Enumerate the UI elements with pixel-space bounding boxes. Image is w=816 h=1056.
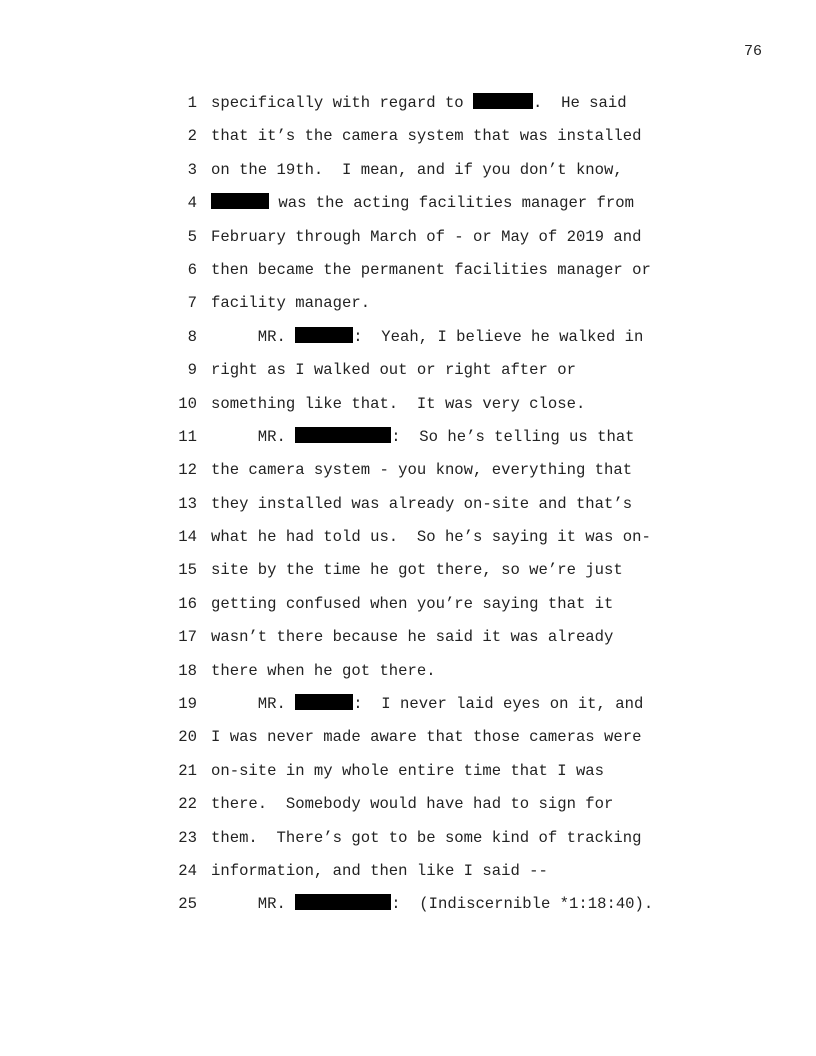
transcript-line	[0, 224, 816, 257]
transcript-line	[0, 791, 816, 824]
redaction-box	[473, 93, 533, 109]
redaction-box	[211, 193, 269, 209]
transcript-body	[0, 90, 816, 925]
text-segment: on the 19th. I mean, and if you don’t know,	[211, 160, 623, 179]
transcript-line	[0, 290, 816, 323]
line-number: 1	[187, 94, 197, 112]
transcript-line	[0, 491, 816, 524]
text-segment: February through March of - or May of 2019 and	[211, 227, 642, 246]
text-segment: facility manager.	[211, 294, 371, 313]
text-segment: : So he’s telling us that	[391, 427, 635, 446]
line-number: 5	[187, 227, 197, 246]
line-text	[211, 691, 643, 718]
line-number: 20	[178, 728, 197, 747]
redaction-box	[295, 894, 391, 910]
transcript-line	[0, 457, 816, 490]
line-text	[211, 825, 641, 852]
text-segment: they installed was already on-site and that’s	[211, 494, 633, 513]
line-text	[211, 357, 576, 384]
line-number: 21	[178, 761, 197, 780]
line-text	[211, 591, 613, 618]
redaction-box	[295, 427, 391, 443]
line-number: 25	[178, 895, 197, 914]
transcript-line	[0, 724, 816, 757]
redaction-box	[295, 694, 353, 710]
text-segment: on-site in my whole entire time that I was	[211, 761, 605, 780]
text-segment: information, and then like I said --	[211, 861, 548, 880]
transcript-line	[0, 424, 816, 457]
text-segment: something like that. It was very close.	[211, 394, 586, 413]
line-number: 18	[178, 661, 197, 680]
text-segment: right as I walked out or right after or	[211, 361, 576, 380]
text-segment: MR.	[211, 327, 296, 346]
text-segment: MR.	[211, 695, 296, 714]
transcript-line	[0, 758, 816, 791]
line-number: 15	[178, 561, 197, 580]
text-segment: I was never made aware that those cameras were	[211, 728, 642, 747]
line-text	[211, 391, 585, 418]
line-number: 8	[187, 327, 197, 346]
transcript-line	[0, 190, 816, 223]
text-segment: wasn’t there because he said it was already	[211, 628, 614, 647]
line-number: 13	[178, 494, 197, 513]
transcript-line	[0, 324, 816, 357]
line-text	[211, 424, 635, 451]
line-text	[211, 224, 641, 251]
text-segment: them. There’s got to be some kind of tracking	[211, 828, 642, 847]
line-text	[211, 858, 548, 885]
transcript-line	[0, 391, 816, 424]
line-text	[211, 324, 643, 351]
text-segment: site by the time he got there, so we’re just	[211, 561, 623, 580]
text-segment: the camera system - you know, everything that	[211, 461, 633, 480]
line-number: 2	[187, 127, 197, 146]
line-text	[211, 658, 436, 685]
text-segment: was the acting facilities manager from	[269, 194, 634, 213]
transcript-line	[0, 123, 816, 156]
text-segment: there. Somebody would have had to sign for	[211, 795, 614, 814]
line-text	[211, 157, 623, 184]
line-number: 22	[178, 795, 197, 814]
transcript-line	[0, 557, 816, 590]
line-text	[211, 524, 651, 551]
text-segment: getting confused when you’re saying that it	[211, 594, 614, 613]
line-text	[211, 724, 641, 751]
text-segment: : (Indiscernible *1:18:40).	[391, 895, 654, 914]
line-number: 4	[187, 194, 197, 213]
text-segment: what he had told us. So he’s saying it was on-	[211, 528, 651, 547]
line-text	[211, 90, 627, 117]
transcript-line	[0, 157, 816, 190]
text-segment: specifically with regard to	[211, 94, 474, 112]
line-text	[211, 624, 613, 651]
transcript-line	[0, 591, 816, 624]
line-number: 6	[187, 260, 197, 279]
line-text	[211, 758, 604, 785]
line-number: 7	[187, 294, 197, 313]
transcript-line	[0, 624, 816, 657]
line-number: 23	[178, 828, 197, 847]
text-segment: : Yeah, I believe he walked in	[353, 327, 644, 346]
line-text	[211, 491, 632, 518]
text-segment: then became the permanent facilities manager or	[211, 260, 651, 279]
line-number: 3	[187, 160, 197, 179]
line-number: 10	[178, 394, 197, 413]
text-segment: that it’s the camera system that was installed	[211, 127, 642, 146]
line-text	[211, 190, 634, 217]
transcript-line	[0, 357, 816, 390]
line-number: 16	[178, 594, 197, 613]
transcript-line	[0, 858, 816, 891]
line-text	[211, 891, 653, 918]
line-number: 24	[178, 861, 197, 880]
line-text	[211, 257, 651, 284]
line-number: 19	[178, 695, 197, 714]
text-segment: there when he got there.	[211, 661, 436, 680]
transcript-line	[0, 524, 816, 557]
line-number: 14	[178, 528, 197, 547]
page-number: 76	[743, 43, 762, 60]
text-segment: . He said	[533, 94, 627, 112]
redaction-box	[295, 327, 353, 343]
line-number: 11	[178, 427, 197, 446]
transcript-line	[0, 658, 816, 691]
transcript-line	[0, 257, 816, 290]
line-text	[211, 557, 623, 584]
transcript-line	[0, 891, 816, 924]
transcript-line	[0, 825, 816, 858]
transcript-line	[0, 691, 816, 724]
line-text	[211, 791, 613, 818]
line-text	[211, 457, 632, 484]
line-text	[211, 290, 370, 317]
line-number: 9	[187, 361, 197, 380]
transcript-line	[0, 90, 816, 123]
line-number: 17	[178, 628, 197, 647]
text-segment: MR.	[211, 895, 296, 914]
text-segment: MR.	[211, 427, 296, 446]
text-segment: : I never laid eyes on it, and	[353, 695, 644, 714]
line-number: 12	[178, 461, 197, 480]
line-text	[211, 123, 641, 150]
